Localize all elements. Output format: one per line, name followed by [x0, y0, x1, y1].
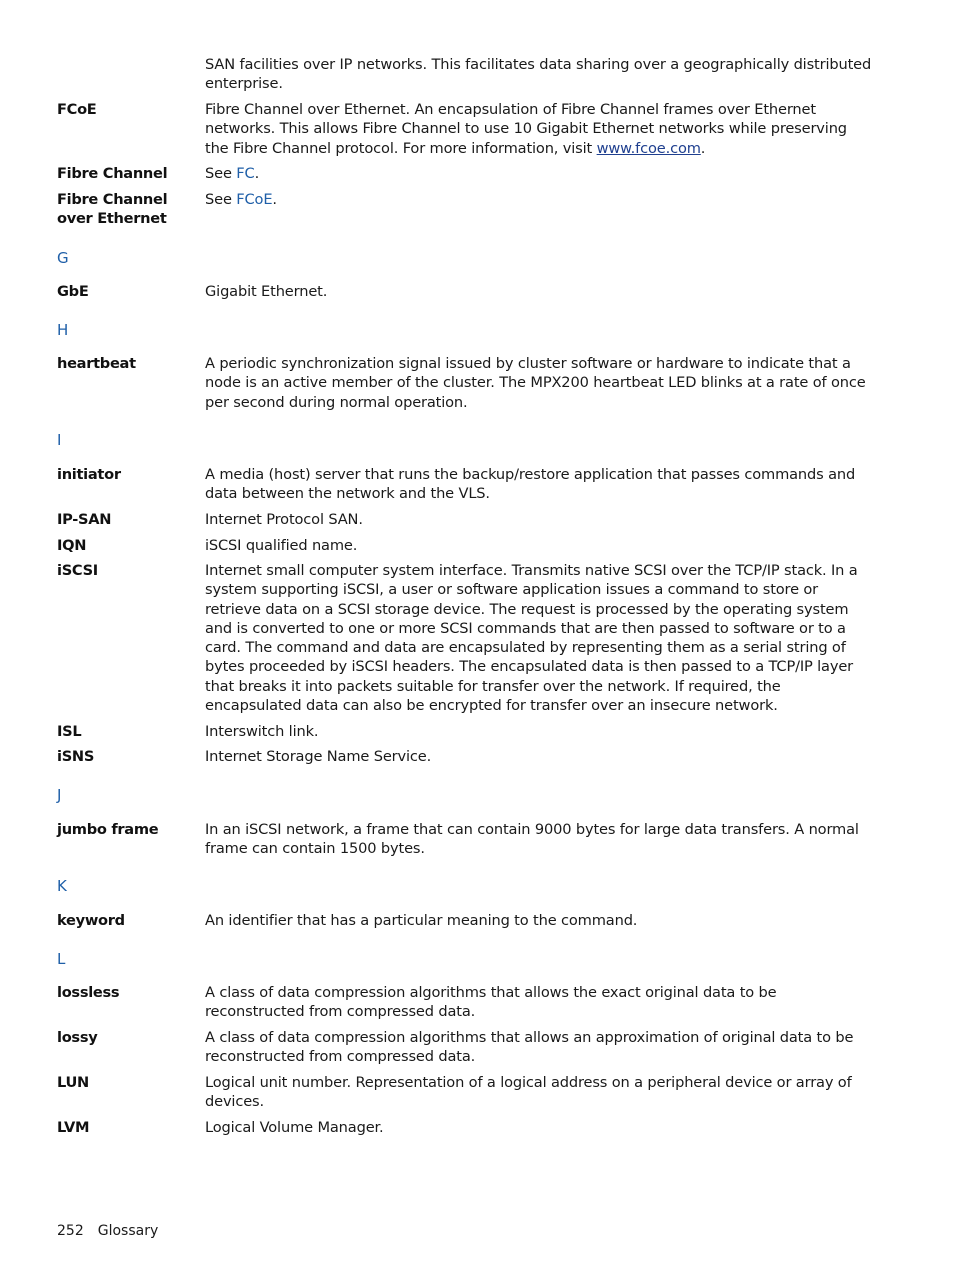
term-initiator: initiator	[57, 466, 121, 483]
definition-lossy: A class of data compression algorithms that allows an approximation of original data to be reconstructed from compressed data.	[205, 1029, 854, 1066]
section-letter-h: H	[57, 321, 69, 339]
term-fibre-channel: Fibre Channel	[57, 165, 168, 182]
section-letter-j: J	[57, 786, 62, 804]
page-footer	[57, 1222, 158, 1241]
definition-iqn: iSCSI qualified name.	[205, 537, 358, 554]
section-letter-k: K	[57, 877, 67, 895]
definition-heartbeat: A periodic synchronization signal issued by cluster software or hardware to indicate that a node is an active member of the cluster. The MPX200 heartbeat LED blinks at a rate of once per second during normal operation.	[205, 355, 866, 411]
definition-ip-san: Internet Protocol SAN.	[205, 511, 363, 528]
definition-jumbo-frame: In an iSCSI network, a frame that can contain 9000 bytes for large data transfers. A normal frame can contain 1500 bytes.	[205, 821, 859, 858]
page-number: 252	[57, 1223, 84, 1239]
term-keyword: keyword	[57, 912, 125, 929]
definition-isns: Internet Storage Name Service.	[205, 748, 432, 765]
continuation-definition: SAN facilities over IP networks. This facilitates data sharing over a geographically distributed enterprise.	[205, 56, 872, 93]
definition-lvm: Logical Volume Manager.	[205, 1119, 384, 1136]
definition-keyword: An identifier that has a particular meaning to the command.	[205, 912, 638, 929]
fc-crossref-link[interactable]: FC	[236, 165, 255, 182]
definition-isl: Interswitch link.	[205, 723, 319, 740]
term-isl: ISL	[57, 723, 82, 740]
footer-section-title: Glossary	[97, 1223, 159, 1239]
definition-lossless: A class of data compression algorithms that allows the exact original data to be reconstructed from compressed data.	[205, 984, 777, 1021]
fcoe-crossref-link[interactable]: FCoE	[236, 191, 273, 208]
section-letter-i: I	[57, 431, 62, 449]
fcoe-website-link[interactable]: www.fcoe.com	[596, 139, 701, 157]
definition-text: Fibre Channel over Ethernet. An encapsulation of Fibre Channel frames over Ethernet networks. This allows Fibre Channel to use 10 Gigabit Ethernet networks while preserving the Fibre Channel protocol. For more information, visit	[205, 101, 847, 157]
section-letter-l: L	[57, 950, 66, 968]
definition-end: .	[700, 139, 706, 157]
term-lossy: lossy	[57, 1029, 98, 1046]
term-gbe: GbE	[57, 283, 89, 300]
term-heartbeat: heartbeat	[57, 355, 136, 372]
definition-end: .	[254, 165, 260, 182]
definition-gbe: Gigabit Ethernet.	[205, 283, 328, 300]
term-ip-san: IP-SAN	[57, 511, 112, 528]
term-lossless: lossless	[57, 984, 120, 1001]
definition-iscsi: Internet small computer system interface. Transmits native SCSI over the TCP/IP stack. In a system supporting iSCSI, a user or software application issues a command to store or retrieve data on a SCSI storage device. The request is processed by the operating system and is converted to one or more SCSI commands that are then passed to software or to a card. The command and data are encapsulated by representing them as a serial string of bytes proceeded by iSCSI headers. The encapsulated data is then passed to a TCP/IP layer that breaks it into packets suitable for transfer over the network. If required, the encapsulated data can also be encrypted for transfer over an insecure network.	[205, 562, 858, 715]
term-iscsi: iSCSI	[57, 562, 98, 579]
definition-fibre-channel	[205, 164, 873, 183]
term-iqn: IQN	[57, 537, 87, 554]
term-jumbo-frame: jumbo frame	[57, 821, 159, 838]
term-lun: LUN	[57, 1074, 89, 1091]
section-letter-g: G	[57, 249, 69, 267]
definition-initiator: A media (host) server that runs the backup/restore application that passes commands and data between the network and the VLS.	[205, 466, 856, 503]
term-isns: iSNS	[57, 748, 95, 765]
definition-lun: Logical unit number. Representation of a logical address on a peripheral device or array of devices.	[205, 1074, 852, 1111]
definition-fcoe	[205, 100, 873, 158]
definition-prefix: See	[205, 191, 237, 208]
term-fibre-channel-over-ethernet: Fibre Channel over Ethernet	[57, 191, 168, 228]
term-fcoe: FCoE	[57, 101, 97, 118]
definition-prefix: See	[205, 165, 237, 182]
definition-end: .	[272, 191, 277, 208]
definition-fibre-channel-over-ethernet	[205, 190, 873, 209]
term-lvm: LVM	[57, 1119, 90, 1136]
